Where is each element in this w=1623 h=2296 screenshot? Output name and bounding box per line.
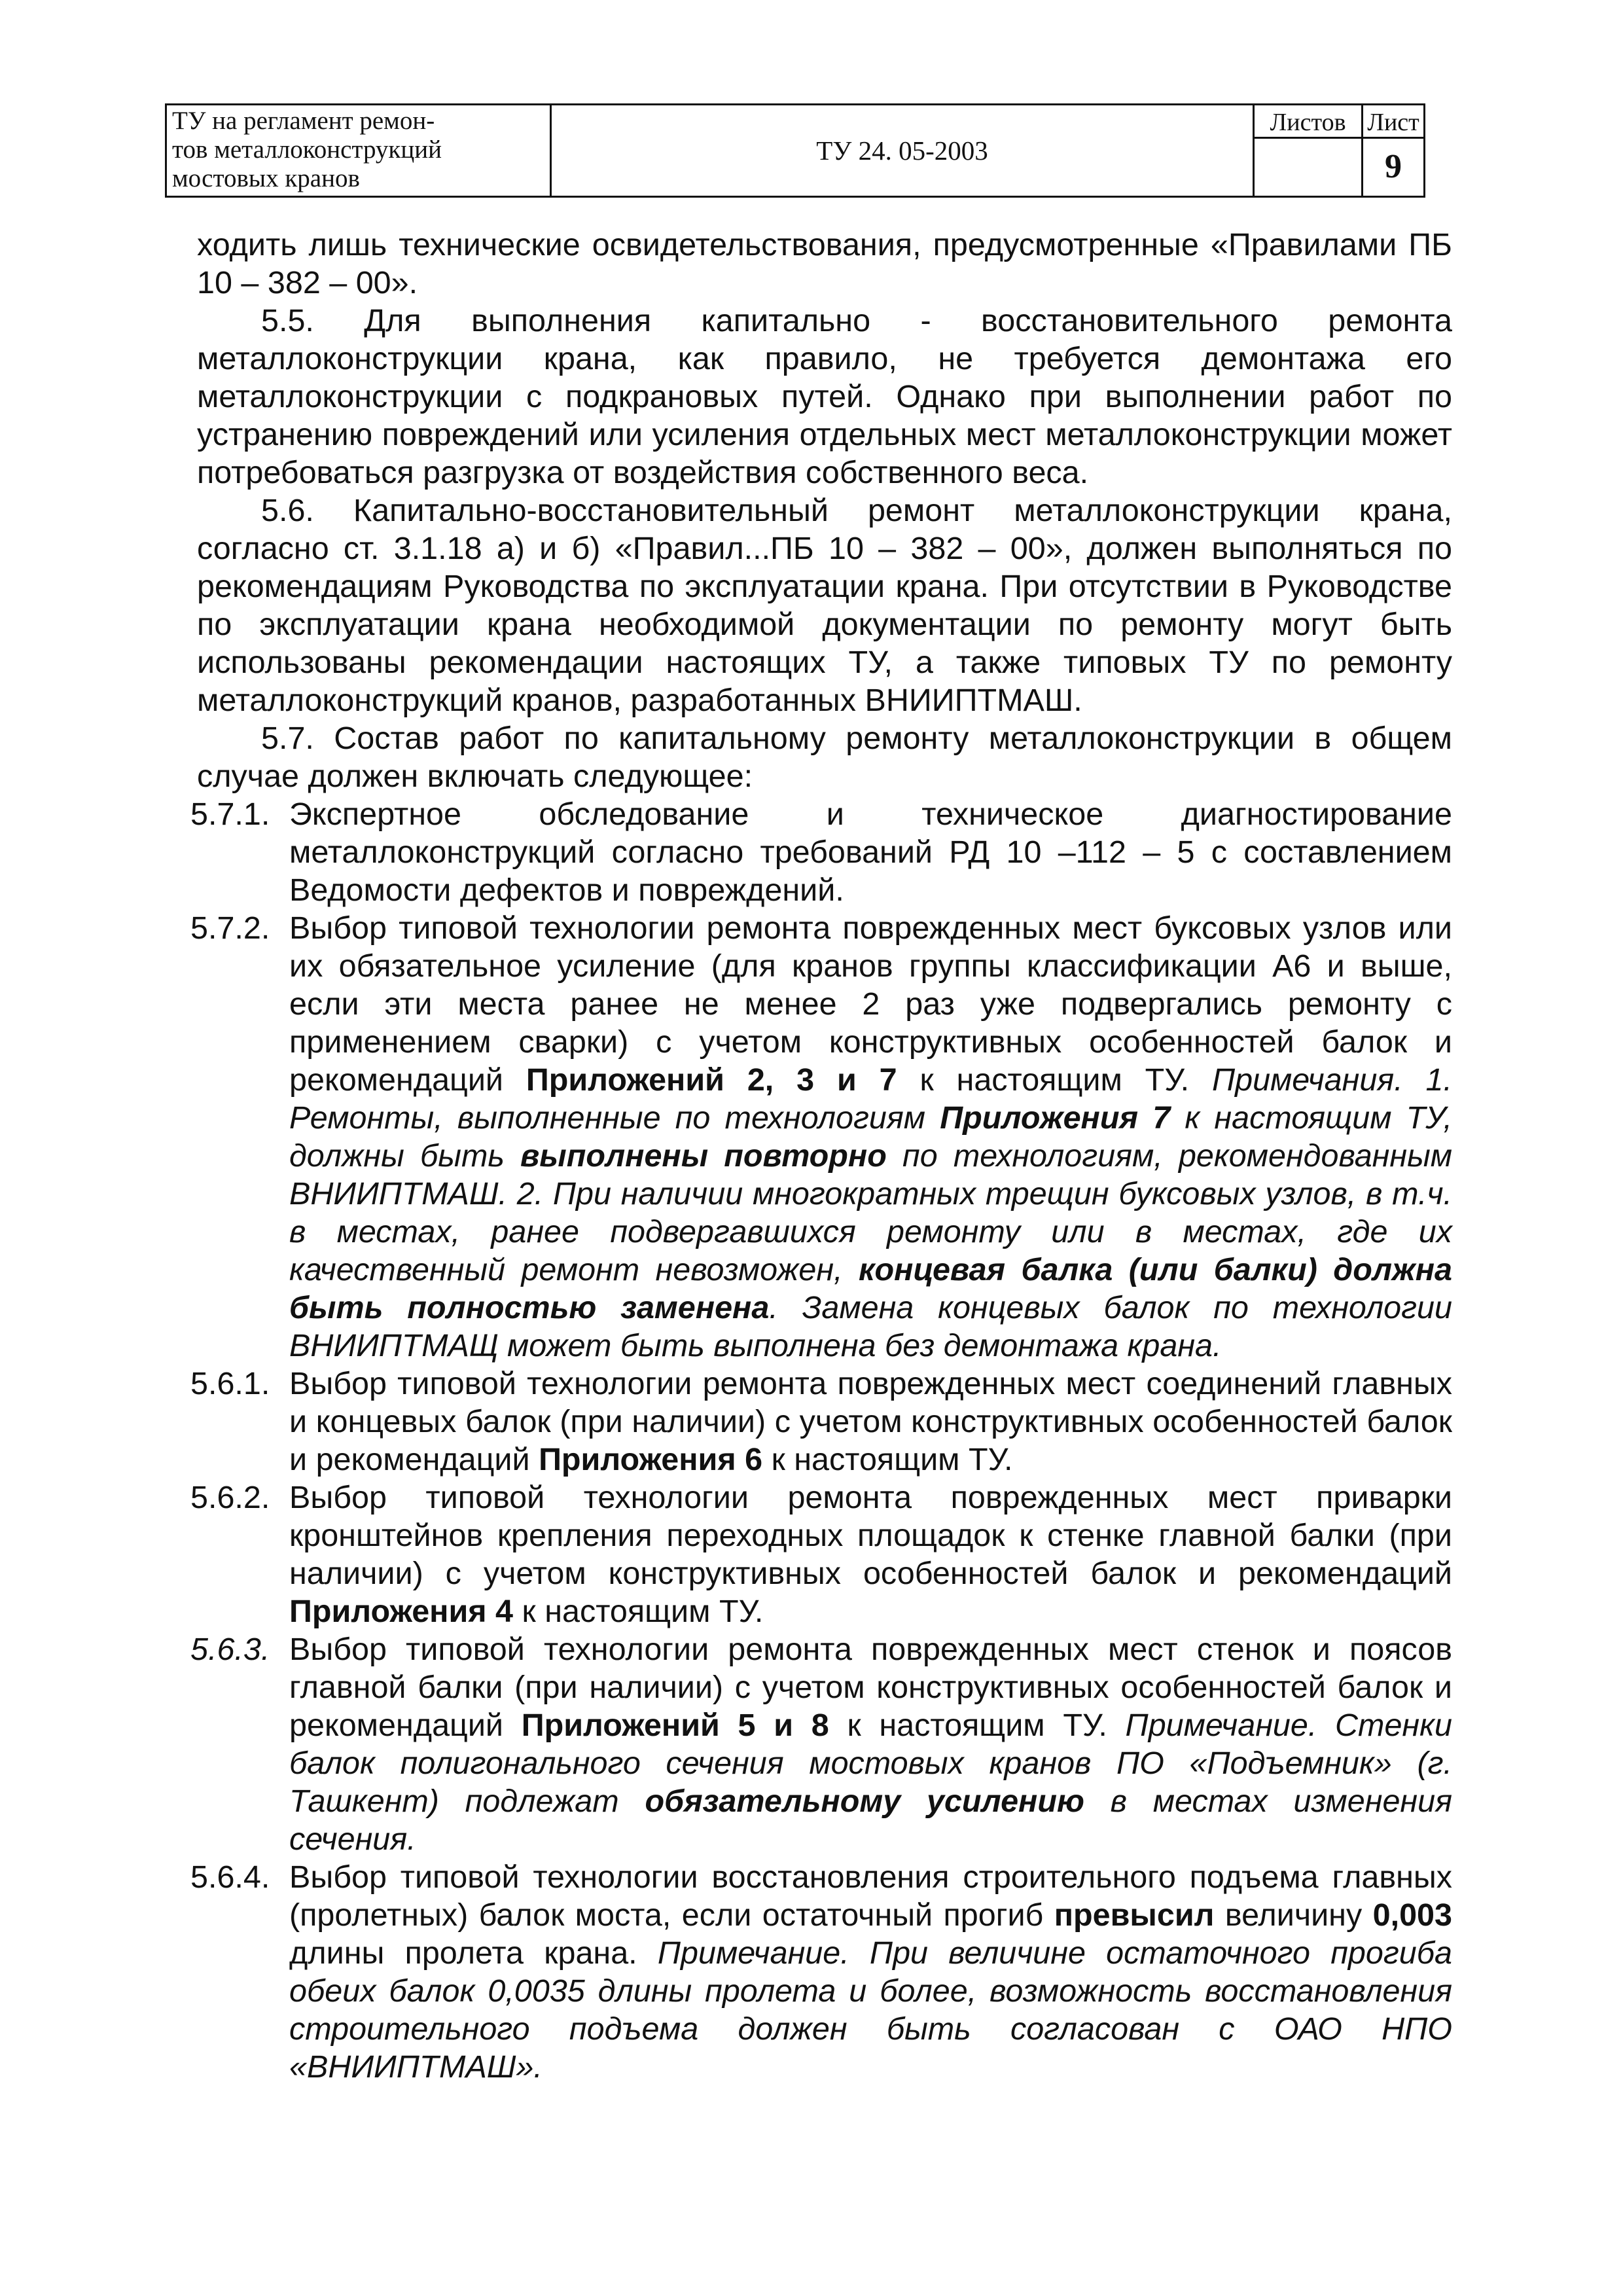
sheet-cell [1363, 105, 1423, 196]
doc-code: ТУ 24. 05-2003 [816, 135, 988, 166]
note-text: Примечание. При величине остаточного прогиба обеих балок 0,0035 длины пролета и более, возможность восстановления строительного подъема должен быть согласован с ОАО НПО «ВНИИПТМАШ». [289, 1935, 1453, 2085]
note-text: . Замена концевых балок по технологии ВНИИПТМАЩ может быть выполнена без демонтажа крана. [289, 1290, 1452, 1363]
note-text: Примечание. Стенки балок полигонального сечения мостовых кранов ПО «Подъемник» (г. Ташкент) подлежат [289, 1708, 1452, 1819]
header-rule [1255, 137, 1423, 139]
note-text: по технологиям, рекомендованным ВНИИПТМАШ. 2. При наличии многократных трещин буксовых узлов, в т.ч. в местах, ранее подвергавшихся ремонту или в местах, где их качественный ремонт невозможен, [289, 1138, 1452, 1287]
item-number: 5.6.3. [190, 1632, 270, 1667]
item-text: к настоящим ТУ. [513, 1594, 764, 1629]
emphasis-text: обязательному усилению [645, 1784, 1084, 1819]
item-text: Выбор типовой технологии ремонта поврежденных мест буксовых узлов или их обязательное усиление (для кранов группы классификации А6 и выше, если эти места ранее не менее 2 раз уже подвергались ремонту с применением сварки) с учетом конструктивных особенностей балок и рекомендаций [289, 910, 1452, 1098]
title-line-2: тов металлоконструкций [172, 135, 442, 164]
item-5-6-1 [190, 1365, 1452, 1479]
sheets-label: Листов [1270, 109, 1346, 136]
appendix-ref: Приложения 4 [289, 1594, 514, 1629]
sheet-label: Лист [1367, 109, 1419, 136]
item-text: Экспертное обследование и техническое диагностирование металлоконструкций согласно требований РД 10 –112 – 5 с составлением Ведомости дефектов и повреждений. [289, 797, 1452, 908]
appendix-ref: Приложений 2, 3 и 7 [526, 1062, 897, 1098]
item-number: 5.7.2. [190, 910, 270, 946]
item-5-6-4 [190, 1858, 1453, 2086]
item-5-6-3 [190, 1630, 1452, 1858]
item-5-6-2 [190, 1479, 1452, 1630]
sheet-number: 9 [1385, 148, 1402, 185]
title-block [165, 103, 1425, 198]
item-text: Выбор типовой технологии ремонта поврежденных мест приварки кронштейнов крепления переходных площадок к стенке главной балки (при наличии) с учетом конструктивных особенностей балок и рекомендаций [289, 1480, 1452, 1591]
item-text: Выбор типовой технологии восстановления строительного подъема главных (пролетных) балок моста, если остаточный прогиб [289, 1859, 1452, 1933]
body-text [190, 226, 1453, 2086]
item-text: Выбор типовой технологии ремонта поврежденных мест соединений главных и концевых балок (при наличии) с учетом конструктивных особенностей балок и рекомендаций [289, 1366, 1452, 1477]
item-text: к настоящим ТУ. [829, 1708, 1126, 1743]
sheets-cell [1255, 105, 1363, 196]
title-cell [167, 105, 552, 196]
emphasis-text: превысил [1054, 1897, 1215, 1933]
item-number: 5.6.1. [190, 1366, 270, 1401]
item-number: 5.6.2. [190, 1480, 270, 1515]
item-text: к настоящим ТУ. [897, 1062, 1212, 1098]
appendix-ref: Приложения 6 [539, 1442, 763, 1477]
paragraph-continuation: ходить лишь технические освидетельствования, предусмотренные «Правилами ПБ 10 – 382 – 00». [197, 227, 1452, 300]
title-line-3: мостовых кранов [172, 164, 360, 192]
item-5-7-1 [190, 795, 1452, 909]
emphasis-text: 0,003 [1372, 1897, 1452, 1933]
appendix-ref: Приложений 5 и 8 [521, 1708, 829, 1743]
item-text: длины пролета крана. [289, 1935, 658, 1971]
paragraph-5-5: 5.5. Для выполнения капитально - восстановительного ремонта металлоконструкции крана, как правило, не требуется демонтажа его металлоконструкции с подкрановых путей. Однако при выполнении работ по устранению повреждений или усиления отдельных мест металлоконструкции может потребоваться разгрузка от воздействия собственного веса. [197, 303, 1452, 490]
paragraph-5-6: 5.6. Капитально-восстановительный ремонт металлоконструкции крана, согласно ст. 3.1.18 а) и б) «Правил...ПБ 10 – 382 – 00», должен выполняться по рекомендациям Руководства по эксплуатации крана. При отсутствии в Руководстве по эксплуатации крана необходимой документации по ремонту могут быть использованы рекомендации настоящих ТУ, а также типовых ТУ по ремонту металлоконструкций кранов, разработанных ВНИИПТМАШ. [197, 493, 1452, 718]
note-text: в местах изменения сечения. [289, 1784, 1452, 1857]
paragraph-5-7: 5.7. Состав работ по капитальному ремонту металлоконструкции в общем случае должен включать следующее: [197, 721, 1452, 794]
item-text: к настоящим ТУ. [762, 1442, 1013, 1477]
item-text: Выбор типовой технологии ремонта поврежденных мест стенок и поясов главной балки (при наличии) с учетом конструктивных особенностей балок и рекомендаций [289, 1632, 1452, 1743]
emphasis-text: выполнены повторно [520, 1138, 887, 1174]
note-text: Примечания. 1. Ремонты, выполненные по технологиям [289, 1062, 1452, 1136]
doc-code-cell [552, 105, 1255, 196]
item-text: величину [1214, 1897, 1373, 1933]
note-text: к настоящим ТУ, должны быть [289, 1100, 1452, 1174]
emphasis-text: концевая балка (или балки) должна быть полностью заменена [289, 1252, 1452, 1325]
item-5-7-2 [190, 909, 1452, 1365]
appendix-ref: Приложения 7 [940, 1100, 1171, 1136]
item-number: 5.7.1. [190, 797, 270, 832]
item-number: 5.6.4. [190, 1859, 270, 1895]
title-line-1: ТУ на регламент ремон- [172, 107, 435, 135]
